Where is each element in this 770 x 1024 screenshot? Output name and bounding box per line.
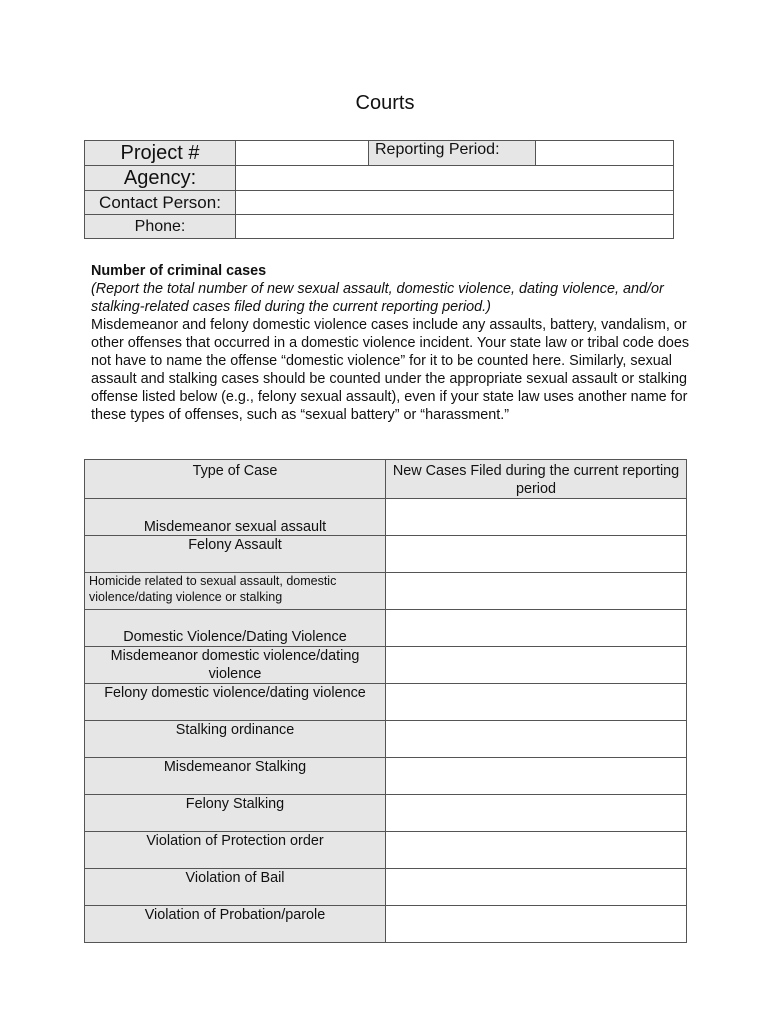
- project-field[interactable]: [236, 141, 369, 166]
- agency-field[interactable]: [236, 166, 674, 191]
- case-type-cell: Domestic Violence/Dating Violence: [85, 610, 386, 647]
- case-type-cell: Homicide related to sexual assault, domestic violence/dating violence or stalking: [85, 573, 386, 610]
- new-cases-field[interactable]: [386, 869, 687, 906]
- new-cases-field[interactable]: [386, 758, 687, 795]
- case-type-cell: Violation of Bail: [85, 869, 386, 906]
- new-cases-field[interactable]: [386, 906, 687, 943]
- new-cases-field[interactable]: [386, 499, 687, 536]
- instructions: [91, 262, 691, 424]
- case-type-cell: Stalking ordinance: [85, 721, 386, 758]
- new-cases-field[interactable]: [386, 573, 687, 610]
- project-label: Project #: [85, 141, 236, 166]
- new-cases-field[interactable]: [386, 721, 687, 758]
- contact-person-field[interactable]: [236, 191, 674, 215]
- column-header-type: Type of Case: [85, 460, 386, 499]
- case-type-cell: Misdemeanor domestic violence/dating violence: [85, 647, 386, 684]
- reporting-period-field[interactable]: [536, 141, 674, 166]
- case-type-cell: Felony domestic violence/dating violence: [85, 684, 386, 721]
- new-cases-field[interactable]: [386, 832, 687, 869]
- new-cases-field[interactable]: [386, 795, 687, 832]
- case-type-cell: Violation of Protection order: [85, 832, 386, 869]
- case-type-misdemeanor-sexual-assault: Misdemeanor sexual assault: [143, 519, 327, 535]
- case-type-cell: Violation of Probation/parole: [85, 906, 386, 943]
- agency-label: Agency:: [85, 166, 236, 191]
- column-header-new-cases: New Cases Filed during the current reporting period: [386, 460, 687, 499]
- project-info-table: [84, 140, 674, 239]
- contact-person-label: Contact Person:: [85, 191, 236, 215]
- case-type-cell: Misdemeanor Stalking: [85, 758, 386, 795]
- new-cases-field[interactable]: [386, 610, 687, 647]
- new-cases-field[interactable]: [386, 647, 687, 684]
- case-type-cell: Felony Stalking: [85, 795, 386, 832]
- phone-label: Phone:: [85, 215, 236, 239]
- reporting-period-label: Reporting Period:: [369, 141, 536, 166]
- section-note: (Report the total number of new sexual assault, domestic violence, dating violence, and/or stalking-related cases filed during the current reporting period.): [91, 281, 664, 315]
- case-type-felony-assault: Felony Assault: [188, 537, 282, 553]
- section-body: Misdemeanor and felony domestic violence cases include any assaults, battery, vandalism, or other offenses that occurred in a domestic violence incident. Your state law or tribal code does not have to name the offense “domestic violence” for it to be counted here. Similarly, sexual assault and stalking cases should be counted under the appropriate sexual assault or stalking offense listed below (e.g., felony sexual assault), even if your state law uses another name for these types of offenses, such as “sexual battery” or “harassment.”: [91, 317, 690, 423]
- cases-table: [84, 459, 687, 943]
- page-title: Courts: [355, 92, 415, 114]
- new-cases-field[interactable]: [386, 536, 687, 573]
- section-heading: Number of criminal cases: [91, 263, 267, 279]
- new-cases-field[interactable]: [386, 684, 687, 721]
- case-type-cell: [85, 519, 386, 573]
- phone-field[interactable]: [236, 215, 674, 239]
